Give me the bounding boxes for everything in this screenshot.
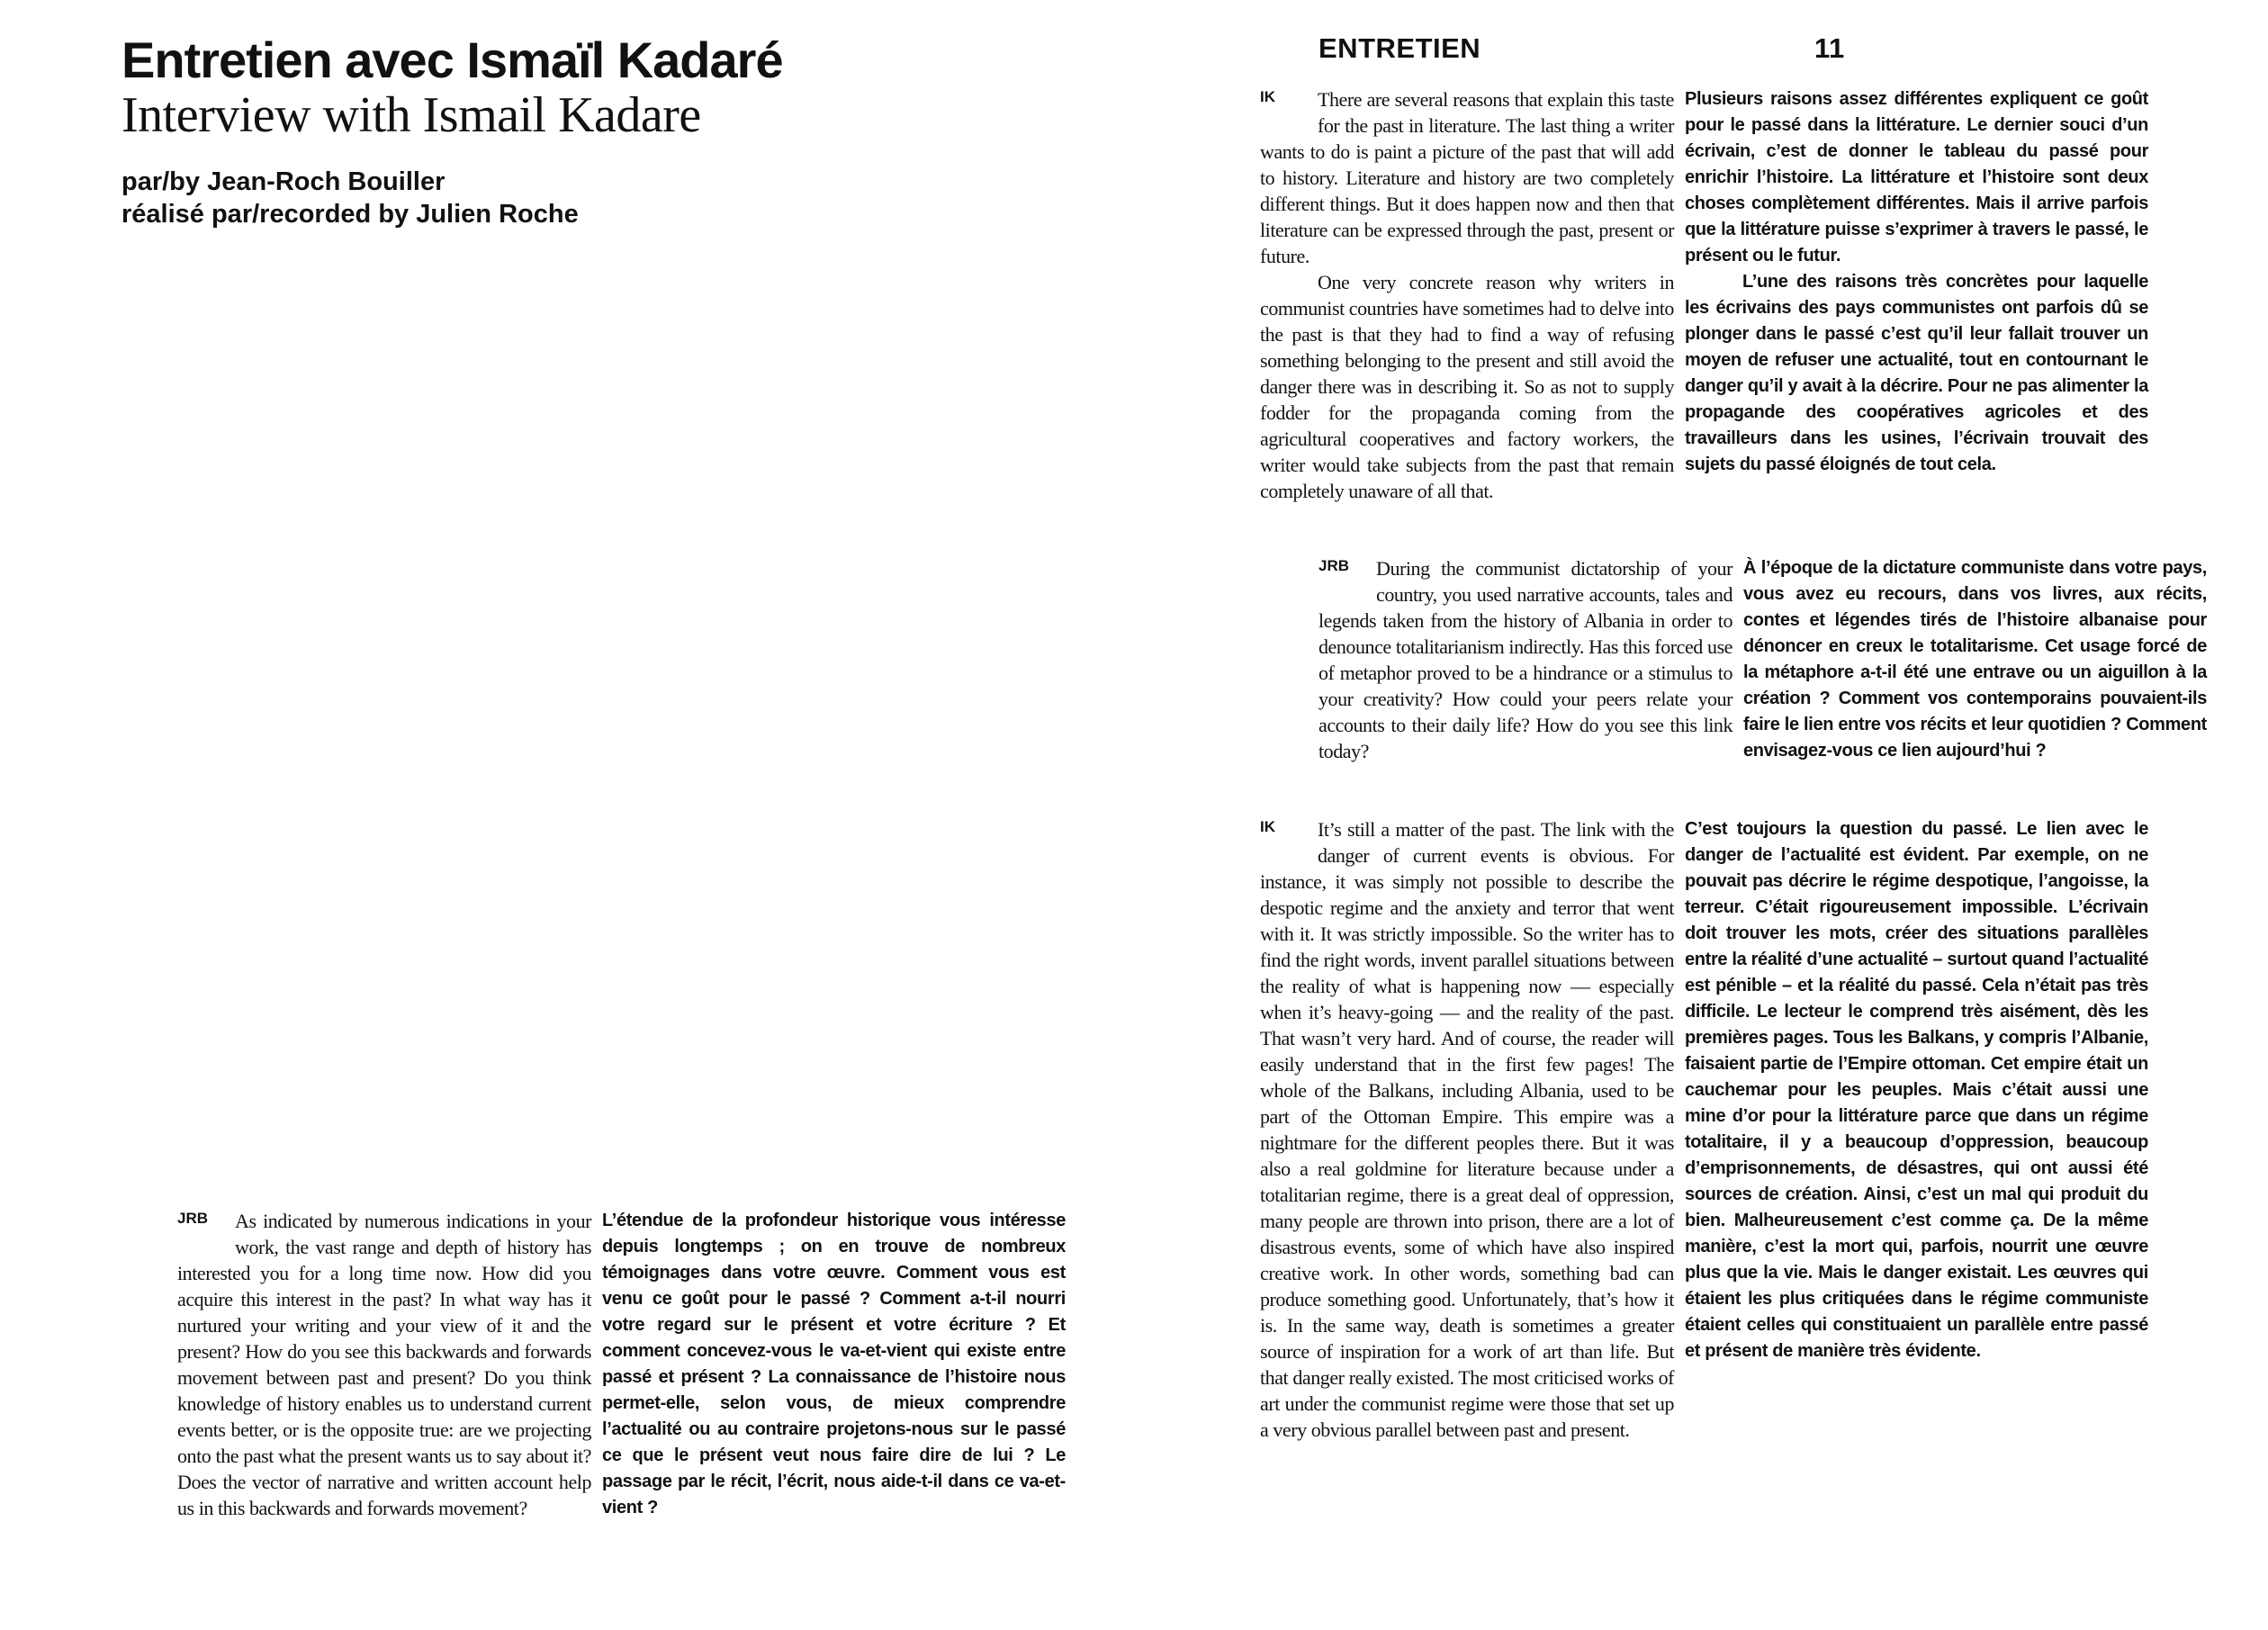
english-text-column	[177, 1208, 591, 1521]
paragraph: L’étendue de la profondeur historique vous intéresse depuis longtemps ; on en trouve de nombreux témoignages dans votre œuvre. Comment vous est venu ce goût pour le passé ? Comment a-t-il nourri votre regard sur le présent et votre écriture ? Et comment concevez-vous le va-et-vient qui existe entre passé et présent ? La connaissance de l’histoire nous permet-elle, selon vous, de mieux comprendre l’actualité ou au contraire projetons-nous sur le passé ce que le présent veut nous faire dire de lui ? Le passage par le récit, l’écrit, nous aide-t-il dans ce va-et-vient ?	[602, 1211, 1066, 1517]
french-text-column	[602, 1208, 1066, 1521]
speaker-label: IK	[1260, 88, 1275, 105]
english-text-column	[1260, 86, 1674, 504]
paragraph: During the communist dictatorship of your country, you used narrative accounts, tales and legends taken from the history of Albania in order to denounce totalitarianism indirectly. Has this forced use of metaphor proved to be a hindrance or a stimulus to your creativity? How could your peers relate your accounts to their daily life? How do you see this link today?	[1318, 557, 1732, 762]
english-text-column	[1318, 555, 1732, 764]
french-text-column	[1743, 555, 2207, 764]
english-text-column	[1260, 816, 1674, 1443]
paragraph: L’une des raisons très concrètes pour laquelle les écrivains des pays communistes ont parfois dû se plonger dans le passé c’est qu’il leur fallait trouver un moyen de refuser une actualité, tout en contournant le danger qu’il y avait à la décrire. Pour ne pas alimenter la propagande des coopératives agricoles et des travailleurs dans les usines, l’écrivain trouvait des sujets du passé éloignés de tout cela.	[1685, 272, 2148, 474]
running-head: ENTRETIEN	[1318, 32, 1481, 64]
page-number: 11	[1814, 32, 1845, 64]
paragraph: There are several reasons that explain this taste for the past in literature. The last thing a writer wants to do is paint a picture of the past that will add to history. Literature and history are two completely different things. But it does happen now and then that literature can be expressed through the past, present or future.	[1260, 88, 1674, 267]
speaker-label: JRB	[1318, 557, 1350, 574]
paragraph: It’s still a matter of the past. The link with the danger of current events is obvious. For instance, it was simply not possible to describe the despotic regime and the anxiety and terror that went with it. It was strictly impossible. So the writer has to find the right words, invent parallel situations between the reality of what is happening now — especially when it’s heavy-going — and the reality of the past. That wasn’t very hard. And of course, the reader will easily understand that in the first few pages! The whole of the Balkans, including Albania, used to be part of the Ottoman Empire. This empire was a nightmare for the different peoples there. But it was also a real goldmine for literature because under a totalitarian regime, there is a great deal of oppression, many people are thrown into prison, there are a lot of disastrous events, some of which have also inspired creative work. In other words, something bad can produce something good. Unfortunately, that’s how it is. In the same way, death is sometimes a greater source of inspiration for a work of art than life. But that danger really existed. The most criticised works of art under the communist regime were those that set up a very obvious parallel between past and present.	[1260, 818, 1674, 1441]
byline-author: par/by Jean-Roch Bouiller	[122, 167, 446, 196]
paragraph: C’est toujours la question du passé. Le lien avec le danger de l’actualité est évident. Par exemple, on ne pouvait pas décrire le régime despotique, l’angoisse, la terreur. C’était rigoureusement impossible. L’écrivain doit trouver les mots, créer des situations parallèles entre la réalité d’une actualité – surtout quand l’actualité est pénible – et la réalité du passé. Cela n’était pas très difficile. Le lecteur le comprend très aisément, dès les premières pages. Tous les Balkans, y compris l’Albanie, faisaient partie de l’Empire ottoman. Cet empire était un cauchemar pour les peuples. Mais c’était aussi une mine d’or pour la littérature parce que dans un régime totalitaire, il y a beaucoup d’oppression, beaucoup d’emprisonnements, de désastres, qui ont aussi été sources de création. Ainsi, c’est un mal qui produit du bien. Malheureusement c’est comme ça. De la même manière, c’est la mort qui, parfois, nourrit une œuvre plus que la vie. Mais le danger existait. Les œuvres qui étaient les plus critiquées dans le régime communiste étaient celles qui constituaient un parallèle entre passé et présent de manière très évidente.	[1685, 819, 2148, 1361]
french-text-column	[1685, 86, 2148, 478]
paragraph: As indicated by numerous indications in your work, the vast range and depth of history has interested you for a long time now. How did you acquire this interest in the past? In what way has it nurtured your writing and your view of it and the present? How do you see this backwards and forwards movement between past and present? Do you think knowledge of history enables us to understand current events better, or is the opposite true: are we projecting onto the past what the present wants us to say about it? Does the vector of narrative and written account help us in this backwards and forwards movement?	[177, 1210, 591, 1519]
paragraph: One very concrete reason why writers in communist countries have sometimes had to delve into the past is that they had to find a way of refusing something belonging to the present and still avoid the danger there was in describing it. So as not to supply fodder for the propaganda coming from the agricultural cooperatives and factory workers, the writer would take subjects from the past that remain completely unaware of all that.	[1260, 271, 1674, 502]
title-french: Entretien avec Ismaïl Kadaré	[122, 32, 783, 88]
speaker-label: JRB	[177, 1210, 209, 1227]
speaker-label: IK	[1260, 818, 1275, 835]
paragraph: Plusieurs raisons assez différentes expliquent ce goût pour le passé dans la littérature. Le dernier souci d’un écrivain, c’est de donner le tableau du passé pour enrichir l’histoire. La littérature et l’histoire sont deux choses complètement différentes. Mais il arrive parfois que la littérature puisse s’exprimer à travers le passé, le présent ou le futur.	[1685, 89, 2148, 266]
french-text-column	[1685, 816, 2148, 1364]
paragraph: À l’époque de la dictature communiste dans votre pays, vous avez eu recours, dans vos livres, aux récits, contes et légendes tirés de l’histoire albanaise pour dénoncer en creux le totalitarisme. Cet usage forcé de la métaphore a-t-il été une entrave ou un aiguillon à la création ? Comment vos contemporains pouvaient-ils faire le lien entre vos récits et leur quotidien ? Comment envisagez-vous ce lien aujourd’hui ?	[1743, 558, 2207, 761]
byline-recorded: réalisé par/recorded by Julien Roche	[122, 200, 579, 229]
title-english: Interview with Ismail Kadare	[122, 87, 701, 143]
